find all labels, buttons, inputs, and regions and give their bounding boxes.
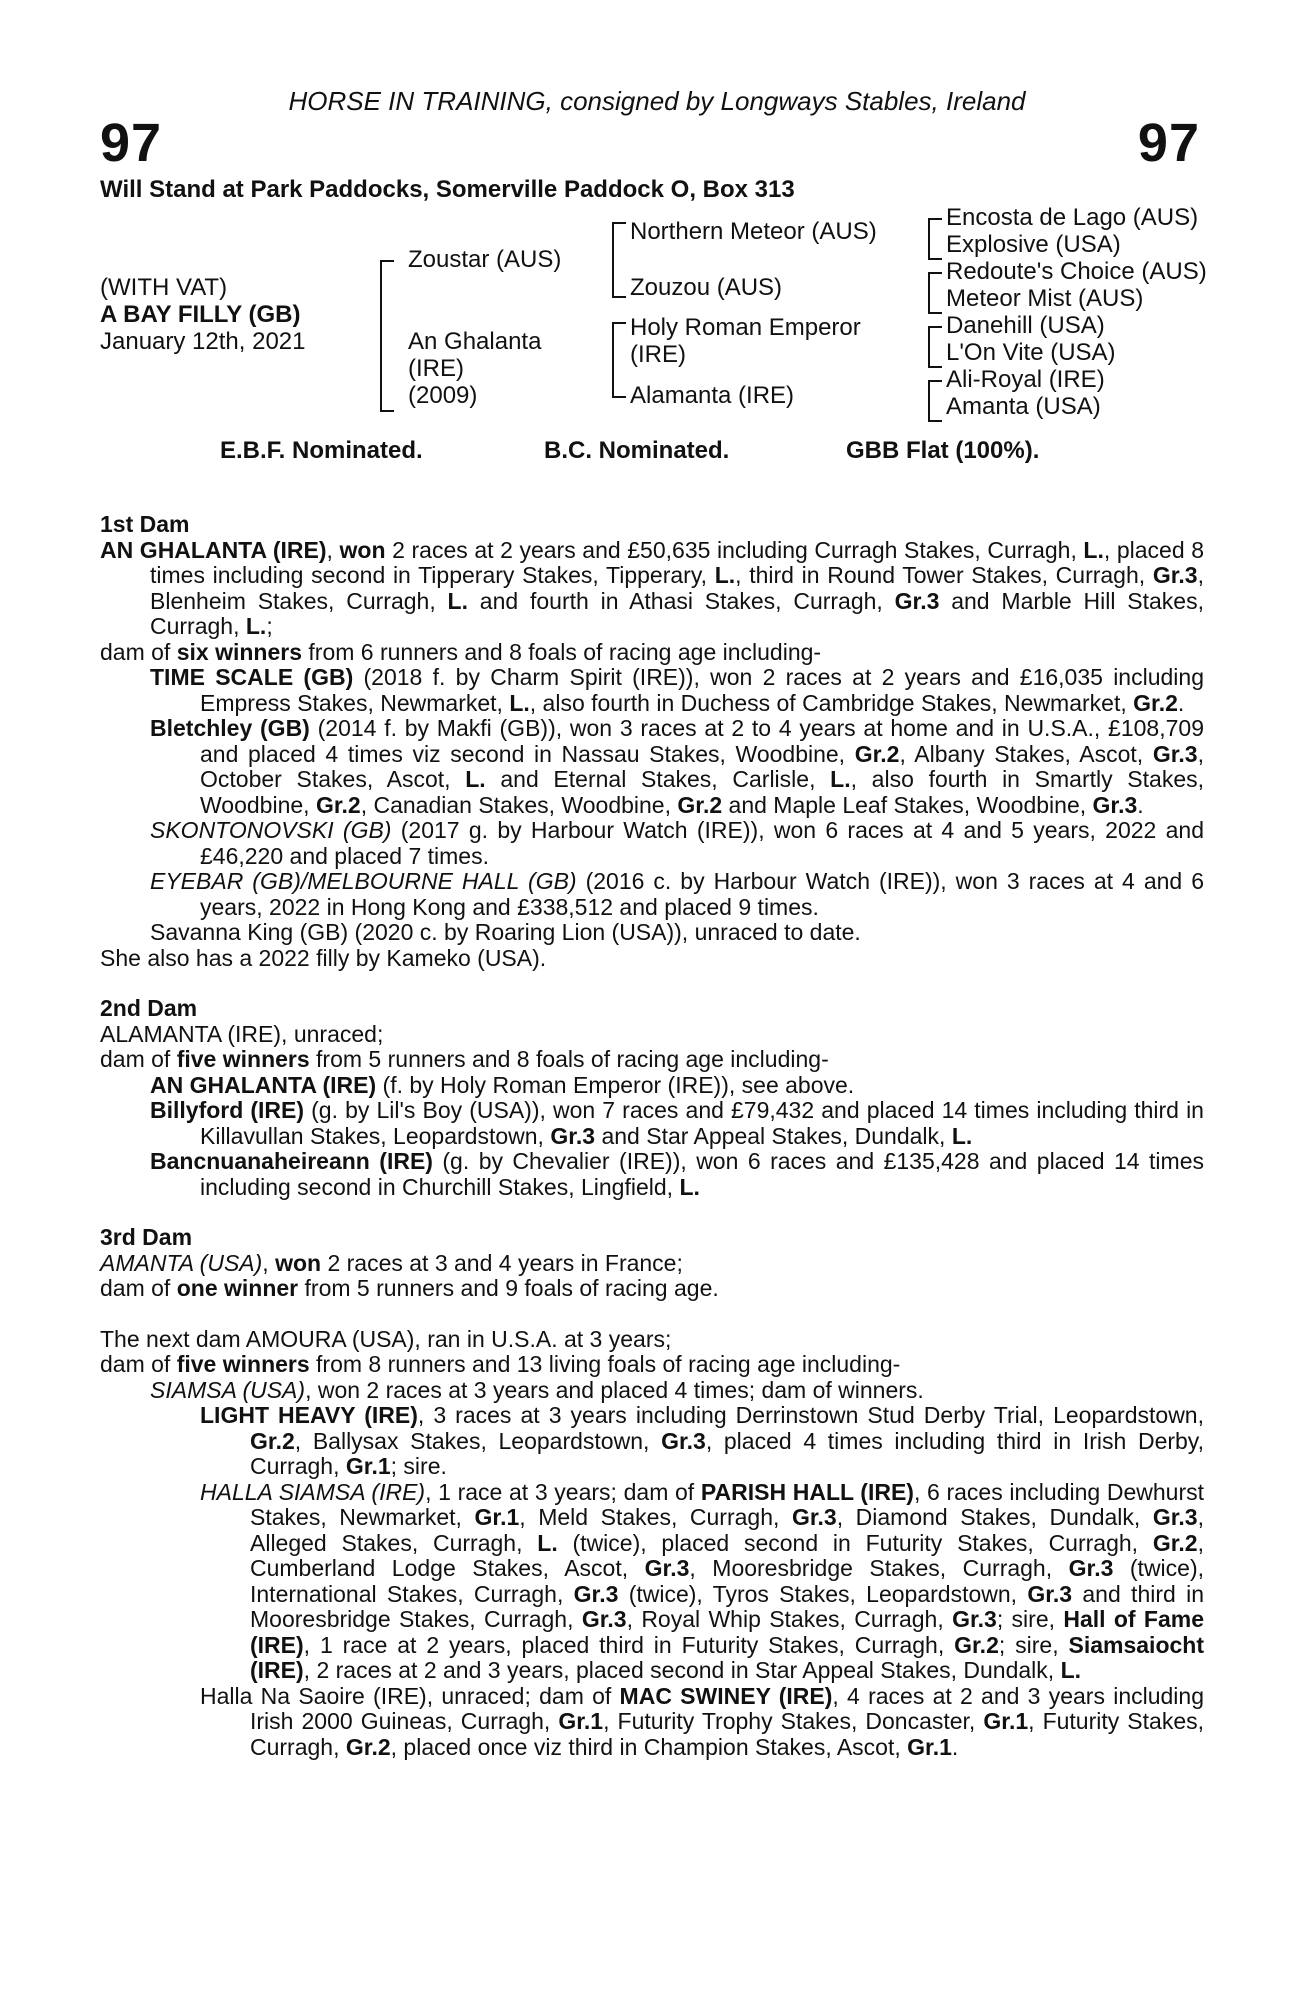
produce-time-scale: TIME SCALE (GB) (2018 f. by Charm Spirit (IRE)), won 2 races at 2 years and £16,035 including Empress Stakes, Newmarket, L., also fourth in Duchess of Cambridge Stakes, Newmarket, Gr.2. xyxy=(150,664,1204,716)
produce-eyebar: EYEBAR (GB)/MELBOURNE HALL (GB) (2016 c. by Harbour Watch (IRE)), won 3 races at 4 and 6 years, 2022 in Hong Kong and £338,512 and placed 9 times. xyxy=(150,868,1204,920)
first-dam-heading: 1st Dam xyxy=(100,511,190,537)
lot-number-left: 97 xyxy=(100,113,163,173)
second-dam-produce-summary: dam of five winners from 5 runners and 8 foals of racing age including- xyxy=(100,1046,829,1072)
bracket-sire xyxy=(612,222,626,298)
subject-name: A BAY FILLY (GB) xyxy=(100,301,301,328)
vat-label: (WITH VAT) xyxy=(100,274,228,301)
catalogue-body xyxy=(100,512,1204,1760)
next-dam-produce-summary: dam of five winners from 8 runners and 13 living foals of racing age including- xyxy=(100,1351,901,1377)
dam-year: (2009) xyxy=(408,382,478,409)
ebf-nomination: E.B.F. Nominated. xyxy=(220,437,423,464)
produce-an-ghalanta: AN GHALANTA (IRE) (f. by Holy Roman Emperor (IRE)), see above. xyxy=(150,1071,855,1098)
dam-name: An Ghalanta xyxy=(408,328,542,355)
ancestor-4: Meteor Mist (AUS) xyxy=(946,285,1144,312)
produce-savanna-king: Savanna King (GB) (2020 c. by Roaring Lion (USA)), unraced to date. xyxy=(150,919,861,945)
bracket-dam xyxy=(612,322,626,398)
second-dam-heading: 2nd Dam xyxy=(100,995,198,1021)
dam-sire: Holy Roman Emperor xyxy=(630,314,861,341)
ancestor-2: Explosive (USA) xyxy=(946,231,1121,258)
third-dam-record: AMANTA (USA), won 2 races at 3 and 4 years in France; xyxy=(100,1249,683,1276)
produce-siamsa: SIAMSA (USA), won 2 races at 3 years and placed 4 times; dam of winners. xyxy=(150,1376,924,1403)
produce-skontonovski: SKONTONOVSKI (GB) (2017 g. by Harbour Watch (IRE)), won 6 races at 4 and 5 years, 2022 and £46,220 and placed 7 times. xyxy=(150,817,1204,869)
sire-dam: Zouzou (AUS) xyxy=(630,274,783,301)
subject-dob: January 12th, 2021 xyxy=(100,328,306,355)
produce-halla-na-saoire: Halla Na Saoire (IRE), unraced; dam of MAC SWINEY (IRE), 4 races at 2 and 3 years including Irish 2000 Guineas, Curragh, Gr.1, Futurity Trophy Stakes, Doncaster, Gr.1, Futurity Stakes, Curragh, Gr.2, placed once viz third in Champion Stakes, Ascot, Gr.1. xyxy=(200,1682,1205,1760)
bracket-g2 xyxy=(928,272,942,314)
produce-bletchley: Bletchley (GB) (2014 f. by Makfi (GB)), won 3 races at 2 to 4 years at home and in U.S.A., £108,709 and placed 4 times viz second in Nassau Stakes, Woodbine, Gr.2, Albany Stakes, Ascot, Gr.3, October Stakes, Ascot, L. and Eternal Stakes, Carlisle, L., also fourth in Smartly Stakes, Woodbine, Gr.2, Canadian Stakes, Woodbine, Gr.2 and Maple Leaf Stakes, Woodbine, Gr.3. xyxy=(150,715,1204,818)
bracket-g1 xyxy=(928,218,942,260)
sire-name: Zoustar (AUS) xyxy=(408,246,562,273)
bc-nomination: B.C. Nominated. xyxy=(544,437,730,464)
dam-country: (IRE) xyxy=(408,355,464,382)
lot-number-right: 97 xyxy=(1137,113,1200,173)
first-dam-record: AN GHALANTA (IRE), won 2 races at 2 years and £50,635 including Curragh Stakes, Curragh, L., placed 8 times including second in Tipperary Stakes, Tipperary, L., third in Round Tower Stakes, Curragh, Gr.3, Blenheim Stakes, Curragh, L. and fourth in Athasi Stakes, Curragh, Gr.3 and Marble Hill Stakes, Curragh, L.; xyxy=(100,536,1205,639)
gbb-flat: GBB Flat (100%). xyxy=(846,437,1040,464)
ancestor-7: Ali-Royal (IRE) xyxy=(946,366,1105,393)
ancestor-1: Encosta de Lago (AUS) xyxy=(946,204,1199,231)
dam-dam: Alamanta (IRE) xyxy=(630,382,795,409)
produce-halla-siamsa: HALLA SIAMSA (IRE), 1 race at 3 years; dam of PARISH HALL (IRE), 6 races including Dewhurst Stakes, Newmarket, Gr.1, Meld Stakes, Curragh, Gr.3, Diamond Stakes, Dundalk, Gr.3, Alleged Stakes, Curragh, L. (twice), placed second in Futurity Stakes, Curragh, Gr.2, Cumberland Lodge Stakes, Ascot, Gr.3, Mooresbridge Stakes, Curragh, Gr.3 (twice), International Stakes, Curragh, Gr.3 (twice), Tyros Stakes, Leopardstown, Gr.3 and third in Mooresbridge Stakes, Curragh, Gr.3, Royal Whip Stakes, Curragh, Gr.3; sire, Hall of Fame (IRE), 1 race at 2 years, placed third in Futurity Stakes, Curragh, Gr.2; sire, Siamsaiocht (IRE), 2 races at 2 and 3 years, placed second in Star Appeal Stakes, Dundalk, L. xyxy=(200,1478,1205,1683)
consignment-line: HORSE IN TRAINING, consigned by Longways Stables, Ireland xyxy=(288,86,1026,116)
bracket-subject xyxy=(380,260,394,412)
first-dam-also: She also has a 2022 filly by Kameko (USA). xyxy=(100,944,547,971)
first-dam-produce-summary: dam of six winners from 6 runners and 8 foals of racing age including- xyxy=(100,638,822,665)
ancestor-8: Amanta (USA) xyxy=(946,393,1101,420)
next-dam-record: The next dam AMOURA (USA), ran in U.S.A. at 3 years; xyxy=(100,1325,672,1352)
ancestor-5: Danehill (USA) xyxy=(946,312,1105,339)
third-dam-produce-summary: dam of one winner from 5 runners and 9 foals of racing age. xyxy=(100,1275,719,1301)
bracket-g3 xyxy=(928,326,942,368)
stand-location: Will Stand at Park Paddocks, Somerville Paddock O, Box 313 xyxy=(100,176,795,203)
bracket-g4 xyxy=(928,380,942,422)
sire-sire: Northern Meteor (AUS) xyxy=(630,218,877,245)
third-dam-heading: 3rd Dam xyxy=(100,1224,193,1250)
dam-sire-country: (IRE) xyxy=(630,341,686,368)
ancestor-3: Redoute's Choice (AUS) xyxy=(946,258,1207,285)
second-dam-record: ALAMANTA (IRE), unraced; xyxy=(100,1020,384,1047)
ancestor-6: L'On Vite (USA) xyxy=(946,339,1116,366)
produce-light-heavy: LIGHT HEAVY (IRE), 3 races at 3 years including Derrinstown Stud Derby Trial, Leopardstown, Gr.2, Ballysax Stakes, Leopardstown, Gr.3, placed 4 times including third in Irish Derby, Curragh, Gr.1; sire. xyxy=(200,1402,1204,1479)
produce-bancnuanaheireann: Bancnuanaheireann (IRE) (g. by Chevalier (IRE)), won 6 races and £135,428 and placed 14 times including second in Churchill Stakes, Lingfield, L. xyxy=(150,1148,1204,1200)
produce-billyford: Billyford (IRE) (g. by Lil's Boy (USA)), won 7 races and £79,432 and placed 14 times including third in Killavullan Stakes, Leopardstown, Gr.3 and Star Appeal Stakes, Dundalk, L. xyxy=(150,1097,1204,1149)
